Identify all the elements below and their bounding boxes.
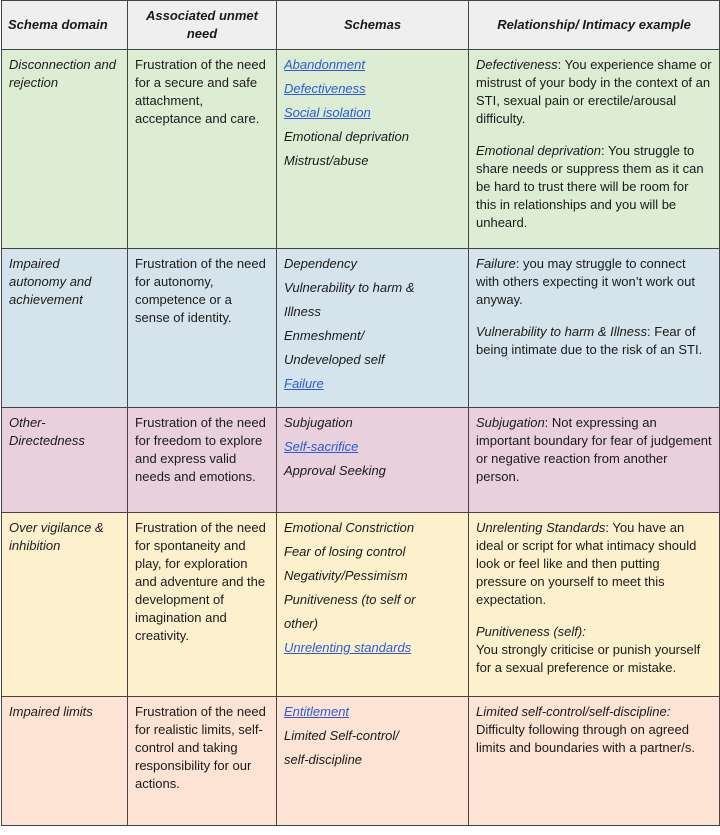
example-text: You experience shame or mistrust of your body in the context of an STI, sexual pain or erectile/arousal difficulty. xyxy=(476,57,712,126)
header-row xyxy=(2,1,720,50)
example-label: Subjugation xyxy=(476,415,545,430)
example-text: you may struggle to connect with others expecting it won’t work out anyway. xyxy=(476,256,695,307)
example-paragraph xyxy=(476,703,712,757)
schema-link-unrelenting-standards[interactable]: Unrelenting standards xyxy=(284,640,412,655)
example-paragraph: Emotional deprivation: You struggle to share needs or suppress them as it can be hard to trust there will be room for this in relationships and you will be unheard. xyxy=(476,143,704,230)
example-text: Not expressing an important boundary for fear of judgement or negative reaction from another person. xyxy=(476,415,712,484)
schemas-cell xyxy=(277,50,469,249)
schema-domain-cell: Over vigilance & inhibition xyxy=(2,513,128,697)
example-text: You strongly criticise or punish yourself for a sexual preference or mistake. xyxy=(476,642,701,675)
unmet-need-cell: Frustration of the need for spontaneity and play, for exploration and adventure and the development of imagination and creativity. xyxy=(128,513,277,697)
schema-item: Dependency xyxy=(284,256,357,271)
schema-domains-table xyxy=(1,0,720,826)
schema-link-social-isolation[interactable]: Social isolation xyxy=(284,105,371,120)
header-relationship-example: Relationship/ Intimacy example xyxy=(469,1,720,50)
example-paragraph xyxy=(476,623,712,677)
table-row xyxy=(2,697,720,826)
table-row xyxy=(2,513,720,697)
schema-domain-cell: Other-Directedness xyxy=(2,408,128,513)
schema-link-abandonment[interactable]: Abandonment xyxy=(284,57,365,72)
example-label: Defectiveness xyxy=(476,57,558,72)
example-paragraph: Unrelenting Standards: You have an ideal or script for what intimacy should look or feel like and then putting pressure on yourself to meet this expectation. xyxy=(476,520,697,607)
example-cell xyxy=(469,408,720,513)
example-label: Emotional deprivation xyxy=(476,143,602,158)
schemas-cell xyxy=(277,249,469,408)
schemas-cell xyxy=(277,697,469,826)
example-label: Vulnerability to harm & Illness xyxy=(476,324,648,339)
schema-item: Punitiveness (to self or xyxy=(284,592,416,607)
table-row xyxy=(2,249,720,408)
header-schemas: Schemas xyxy=(277,1,469,50)
example-label: Failure xyxy=(476,256,516,271)
example-label: Punitiveness (self): xyxy=(476,624,586,639)
example-label: Unrelenting Standards xyxy=(476,520,606,535)
example-text: You have an ideal or script for what intimacy should look or feel like and then putting pressure on yourself to meet this expectation. xyxy=(476,520,697,607)
schema-domain-cell: Disconnection and rejection xyxy=(2,50,128,249)
schema-item: Vulnerability to harm & xyxy=(284,280,415,295)
schema-item: self-discipline xyxy=(284,752,363,767)
example-paragraph: Defectiveness: You experience shame or mistrust of your body in the context of an STI, sexual pain or erectile/arousal difficulty. xyxy=(476,57,712,126)
unmet-need-cell: Frustration of the need for realistic limits, self-control and taking responsibility for our actions. xyxy=(128,697,277,826)
table-row xyxy=(2,408,720,513)
schema-item: Subjugation xyxy=(284,415,353,430)
schema-item: Undeveloped self xyxy=(284,352,385,367)
example-paragraph: Failure: you may struggle to connect with others expecting it won’t work out anyway. xyxy=(476,256,695,307)
table-row xyxy=(2,50,720,249)
example-label: Limited self-control/self-discipline: xyxy=(476,704,671,719)
example-paragraph: Subjugation: Not expressing an important boundary for fear of judgement or negative reaction from another person. xyxy=(476,415,712,484)
schema-item: Enmeshment/ xyxy=(284,328,365,343)
schema-item: Illness xyxy=(284,304,321,319)
schemas-cell xyxy=(277,513,469,697)
example-paragraph: Vulnerability to harm & Illness: Fear of being intimate due to the risk of an STI. xyxy=(476,324,703,357)
schema-item: Mistrust/abuse xyxy=(284,153,369,168)
example-text: You struggle to share needs or suppress them as it can be hard to trust there will be room for this in relationships and you will be unheard. xyxy=(476,143,704,230)
unmet-need-cell: Frustration of the need for autonomy, competence or a sense of identity. xyxy=(128,249,277,408)
schema-link-self-sacrifice[interactable]: Self-sacrifice xyxy=(284,439,359,454)
schema-link-entitlement[interactable]: Entitlement xyxy=(284,704,350,719)
example-cell xyxy=(469,50,720,249)
schemas-cell xyxy=(277,408,469,513)
schema-domain-cell: Impaired limits xyxy=(2,697,128,826)
header-unmet-need: Associated unmet need xyxy=(128,1,277,50)
schema-link-defectiveness[interactable]: Defectiveness xyxy=(284,81,366,96)
unmet-need-cell: Frustration of the need for a secure and safe attachment, acceptance and care. xyxy=(128,50,277,249)
schema-item: Emotional Constriction xyxy=(284,520,415,535)
example-text: Difficulty following through on agreed limits and boundaries with a partner/s. xyxy=(476,722,695,755)
schema-item: Limited Self-control/ xyxy=(284,728,399,743)
schema-item: Negativity/Pessimism xyxy=(284,568,408,583)
schema-item: Approval Seeking xyxy=(284,463,386,478)
schema-item: Fear of losing control xyxy=(284,544,406,559)
example-cell xyxy=(469,249,720,408)
example-cell xyxy=(469,513,720,697)
schema-item: other) xyxy=(284,616,318,631)
schema-link-failure[interactable]: Failure xyxy=(284,376,324,391)
example-cell xyxy=(469,697,720,826)
example-text: Fear of being intimate due to the risk of an STI. xyxy=(476,324,703,357)
header-schema-domain: Schema domain xyxy=(2,1,128,50)
schema-item: Emotional deprivation xyxy=(284,129,410,144)
unmet-need-cell: Frustration of the need for freedom to explore and express valid needs and emotions. xyxy=(128,408,277,513)
schema-domain-cell: Impaired autonomy and achievement xyxy=(2,249,128,408)
